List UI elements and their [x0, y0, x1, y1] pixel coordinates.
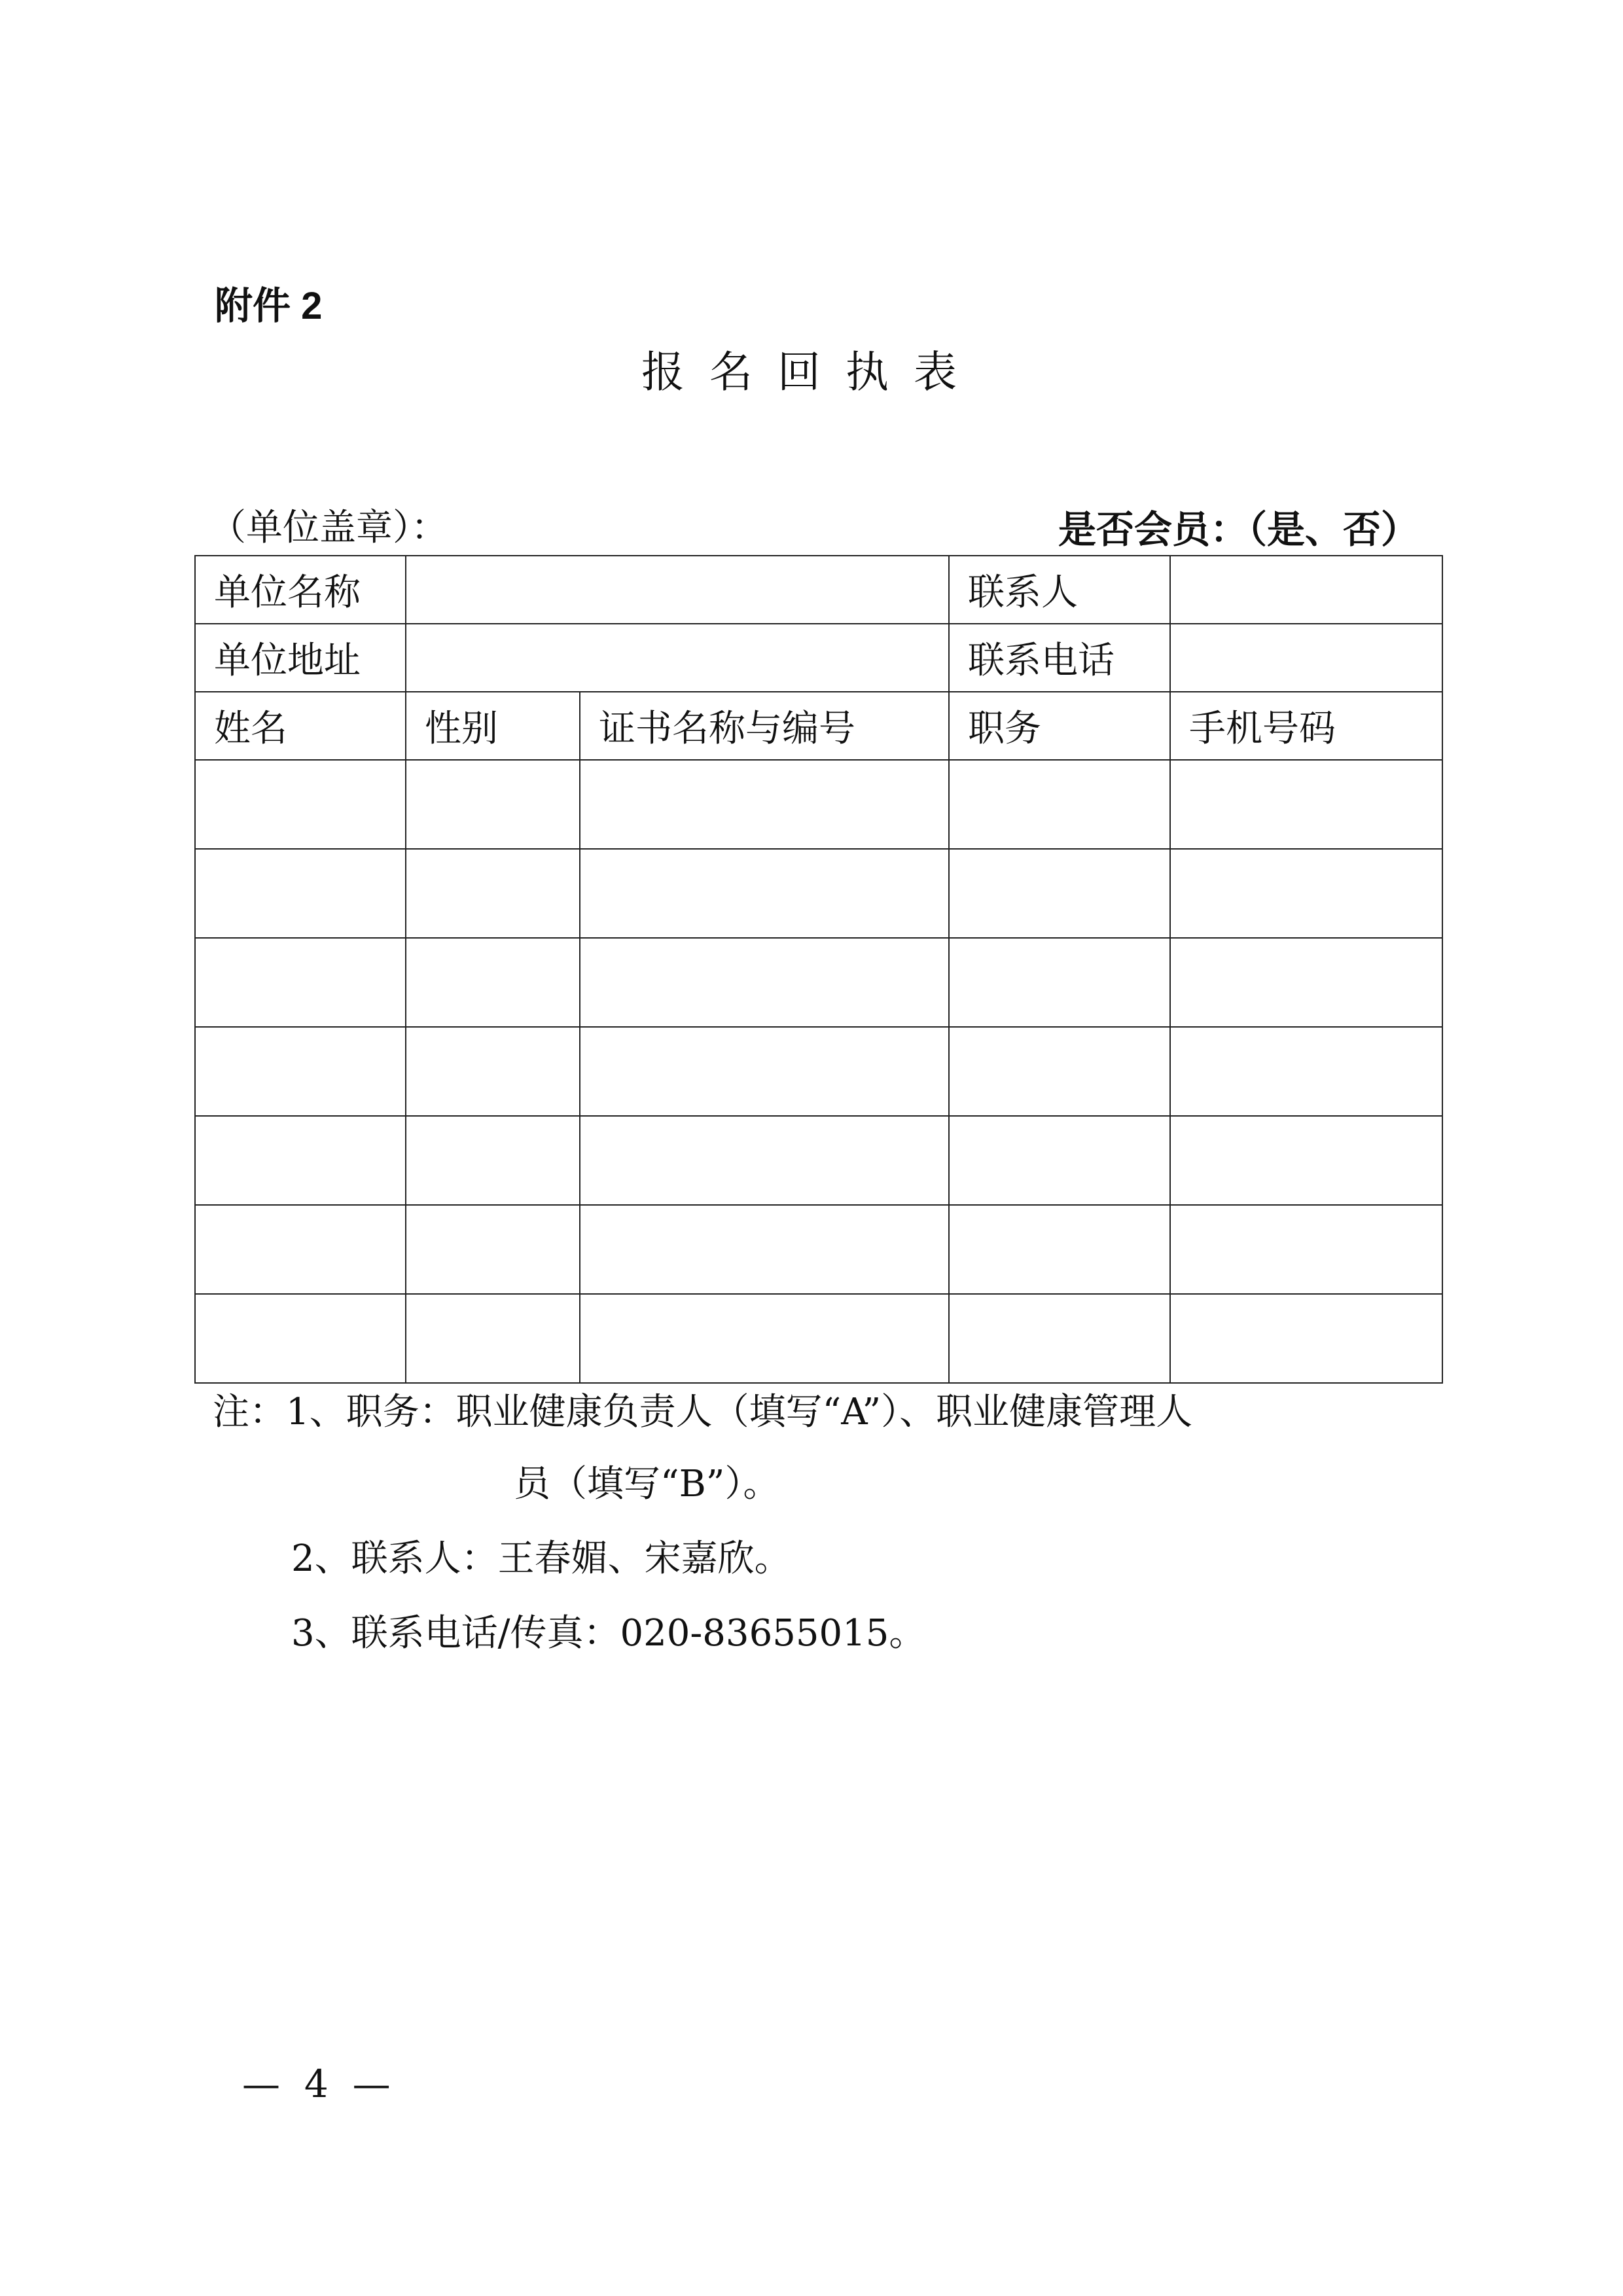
gender-cell[interactable]	[406, 938, 580, 1027]
member-status-label: 是否会员：（是、否）	[1058, 507, 1419, 552]
table-row	[195, 1027, 1442, 1116]
name-cell[interactable]	[195, 760, 406, 849]
mobile-cell[interactable]	[1170, 849, 1442, 938]
gender-cell[interactable]	[406, 849, 580, 938]
certificate-cell[interactable]	[580, 1205, 949, 1294]
gender-cell[interactable]	[406, 1205, 580, 1294]
position-cell[interactable]	[949, 1027, 1170, 1116]
column-header-name: 姓名	[195, 692, 406, 760]
unit-name-label: 单位名称	[195, 556, 406, 624]
mobile-cell[interactable]	[1170, 1027, 1442, 1116]
attachment-label: 附件 2	[215, 285, 323, 327]
certificate-cell[interactable]	[580, 938, 949, 1027]
unit-stamp-label: （单位盖章）：	[209, 507, 448, 549]
certificate-cell[interactable]	[580, 849, 949, 938]
position-cell[interactable]	[949, 760, 1170, 849]
gender-cell[interactable]	[406, 1027, 580, 1116]
column-header-mobile: 手机号码	[1170, 692, 1442, 760]
gender-cell[interactable]	[406, 760, 580, 849]
document-title: 报名回执表	[641, 347, 982, 397]
certificate-cell[interactable]	[580, 1116, 949, 1205]
name-cell[interactable]	[195, 1294, 406, 1383]
unit-name-field[interactable]	[406, 556, 949, 624]
table-row	[195, 1116, 1442, 1205]
position-cell[interactable]	[949, 849, 1170, 938]
table-row	[195, 1294, 1442, 1383]
certificate-cell[interactable]	[580, 1027, 949, 1116]
name-cell[interactable]	[195, 1116, 406, 1205]
name-cell[interactable]	[195, 849, 406, 938]
table-row	[195, 849, 1442, 938]
note-1-line-2: 员（填写“B”）。	[514, 1463, 780, 1505]
mobile-cell[interactable]	[1170, 1116, 1442, 1205]
page-number: — 4 —	[242, 2062, 391, 2106]
column-header-position: 职务	[949, 692, 1170, 760]
position-cell[interactable]	[949, 1205, 1170, 1294]
table-row	[195, 1205, 1442, 1294]
name-cell[interactable]	[195, 938, 406, 1027]
name-cell[interactable]	[195, 1027, 406, 1116]
unit-name-row	[195, 556, 1442, 624]
note-1-line-1: 注：1、职务：职业健康负责人（填写“A”）、职业健康管理人	[213, 1391, 1193, 1433]
mobile-cell[interactable]	[1170, 1205, 1442, 1294]
contact-phone-field[interactable]	[1170, 624, 1442, 692]
note-2: 2、联系人：王春媚、宋嘉欣。	[291, 1537, 791, 1580]
position-cell[interactable]	[949, 1294, 1170, 1383]
mobile-cell[interactable]	[1170, 1294, 1442, 1383]
certificate-cell[interactable]	[580, 1294, 949, 1383]
position-cell[interactable]	[949, 1116, 1170, 1205]
unit-address-label: 单位地址	[195, 624, 406, 692]
gender-cell[interactable]	[406, 1116, 580, 1205]
unit-address-field[interactable]	[406, 624, 949, 692]
name-cell[interactable]	[195, 1205, 406, 1294]
mobile-cell[interactable]	[1170, 760, 1442, 849]
table-row	[195, 938, 1442, 1027]
certificate-cell[interactable]	[580, 760, 949, 849]
column-header-gender: 性别	[406, 692, 580, 760]
note-3: 3、联系电话/传真：020-83655015。	[291, 1612, 926, 1655]
mobile-cell[interactable]	[1170, 938, 1442, 1027]
column-header-row	[195, 692, 1442, 760]
contact-phone-label: 联系电话	[949, 624, 1170, 692]
unit-address-row	[195, 624, 1442, 692]
column-header-certificate: 证书名称与编号	[580, 692, 949, 760]
registration-receipt-table	[194, 555, 1443, 1384]
contact-person-label: 联系人	[949, 556, 1170, 624]
table-row	[195, 760, 1442, 849]
gender-cell[interactable]	[406, 1294, 580, 1383]
contact-person-field[interactable]	[1170, 556, 1442, 624]
position-cell[interactable]	[949, 938, 1170, 1027]
